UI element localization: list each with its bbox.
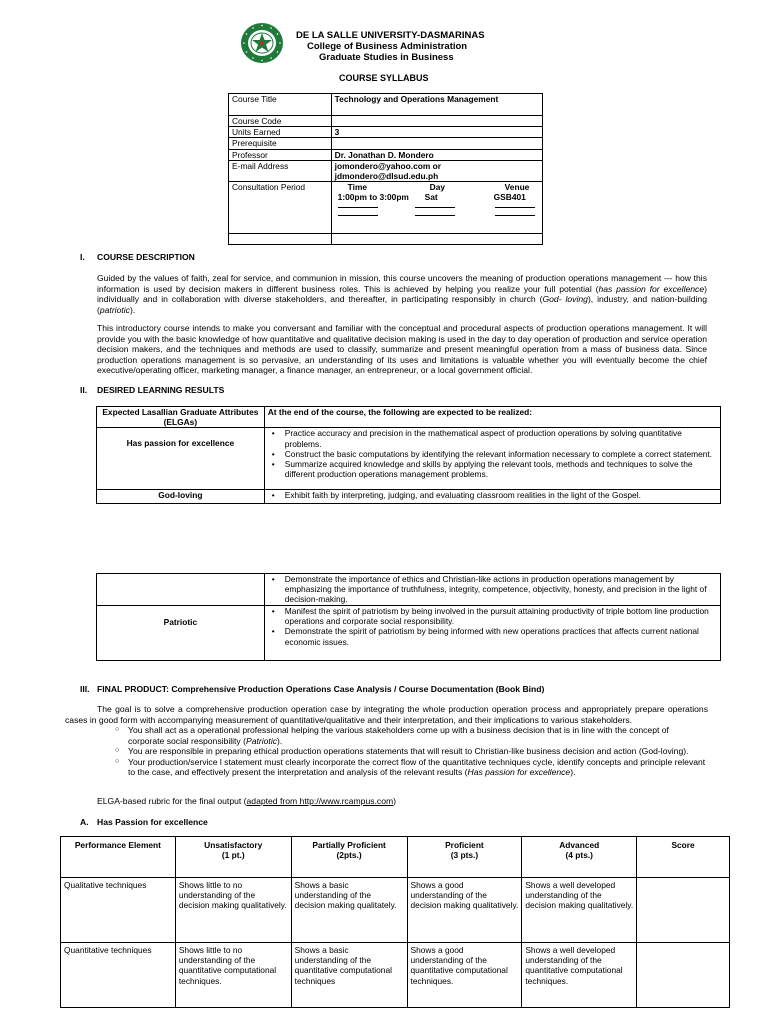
rubric-performance-element: Qualitative techniques — [61, 878, 176, 943]
section-number: II. — [80, 385, 88, 395]
table-header-row — [61, 837, 730, 878]
rubric-cell — [637, 878, 730, 943]
university-seal-icon — [240, 22, 284, 64]
rubric-cell: Shows a good understanding of the quantitative computational techniques. — [407, 943, 522, 1008]
elga-header: Expected Lasallian Graduate Attributes (ELGAs) — [97, 407, 265, 428]
prereq-value — [331, 138, 542, 149]
list-item: • Demonstrate the spirit of patriotism by being informed with new operations practices that affects current national economic issues. — [268, 626, 717, 646]
email-line-2: jdmondero@dlsud.edu.ph — [334, 171, 439, 182]
list-item: ○ You shall act as a operational professional helping the various stakeholders come up with a business decision that is in line with the concept of corporate social responsibility (Patriotic). — [115, 725, 707, 746]
subsection-letter: A. — [80, 817, 89, 827]
rubric-table — [60, 836, 730, 1008]
table-row — [97, 574, 721, 606]
outcomes-header: At the end of the course, the following are expected to be realized: — [264, 407, 720, 428]
rubric-cell: Shows a basic understanding of the quantitative computational techniques — [291, 943, 407, 1008]
table-row — [97, 606, 721, 661]
rubric-column-header: Score — [637, 837, 730, 878]
list-item: ○ You are responsible in preparing ethical production operations statements that will result to Christian-like business decision and action (God-loving). — [115, 746, 707, 757]
table-row — [61, 878, 730, 943]
blank-line — [415, 215, 455, 216]
final-product-intro: The goal is to solve a comprehensive production operation case by integrating the whole production operation process and appropriately prepare operations cases in good form with accompanying measurement of quantitative/qualitative and their interpretation, and their implications to various stakeholders. — [65, 704, 708, 725]
list-item: ○ Your production/service l statement must clearly incorporate the correct flow of the quantitative techniques cycle, identify concepts and principle relevant to the case, and effectively present the interpretation and analysis of the relevant results (Has passion for excellence). — [115, 757, 707, 778]
table-row — [229, 127, 543, 138]
rubric-column-header: Advanced (4 pts.) — [522, 837, 637, 878]
rubric-cell: Shows a good understanding of the decision making qualitatively. — [407, 878, 522, 943]
time-header: Time — [347, 182, 368, 193]
outcomes-list — [268, 490, 717, 500]
college-name: College of Business Administration — [307, 41, 468, 52]
rubric-cell: Shows a well developed understanding of the quantitative computational techniques. — [522, 943, 637, 1008]
elga-god-loving: God-loving — [97, 490, 265, 504]
venue-header: Venue — [504, 182, 530, 193]
table-row — [229, 234, 543, 245]
section-number: I. — [80, 252, 85, 262]
professor-label: Professor — [229, 149, 332, 160]
day-value: Sat — [424, 192, 438, 203]
list-item: • Practice accuracy and precision in the mathematical aspect of production operations by solving quantitative problems. — [268, 428, 717, 448]
table-row — [229, 94, 543, 116]
rubric-cell: Shows little to no understanding of the quantitative computational techniques. — [175, 943, 291, 1008]
table-row — [229, 138, 543, 149]
table-row — [229, 116, 543, 127]
rubric-cell: Shows little to no understanding of the decision making qualitatively. — [175, 878, 291, 943]
elga-patriotic: Patriotic — [97, 606, 265, 661]
outcomes-list — [268, 606, 717, 647]
rubric-note: ELGA-based rubric for the final output (adapted from http://www.rcampus.com) — [97, 796, 397, 806]
blank-line — [338, 215, 378, 216]
rcampus-link[interactable]: adapted from http://www.rcampus.com — [246, 796, 394, 806]
rubric-performance-element: Quantitative techniques — [61, 943, 176, 1008]
table-row — [229, 149, 543, 160]
subsection-title-passion: Has Passion for excellence — [97, 817, 208, 827]
section-number: III. — [80, 684, 90, 694]
email-line-1: jomondero@yahoo.com or — [334, 160, 442, 171]
consultation-label: Consultation Period — [229, 182, 332, 234]
rubric-cell: Shows a basic understanding of the decision making qualitately. — [291, 878, 407, 943]
course-description-paragraph-1: Guided by the values of faith, zeal for service, and communion in mission, this course uncovers the meaning of production operations management --- how this information is used by decision makers in different business roles. This is achieved by helping you realize your full potential (has passion for excellence) individually and in collaboration with diverse stakeholders, and thereafter, in participating responsibly in church (God- loving), industry, and nation-building (patriotic). — [97, 273, 708, 315]
university-name: DE LA SALLE UNIVERSITY-DASMARINAS — [296, 30, 485, 41]
table-row — [97, 428, 721, 490]
graduate-studies: Graduate Studies in Business — [319, 52, 454, 63]
course-title-label: Course Title — [229, 94, 332, 116]
outcomes-list — [268, 428, 717, 479]
learning-results-table-continued — [96, 573, 721, 661]
list-item: • Construct the basic computations by identifying the relevant information necessary to complete a correct statement. — [268, 449, 717, 459]
email-label: E-mail Address — [229, 160, 332, 181]
units-label: Units Earned — [229, 127, 332, 138]
table-row — [97, 490, 721, 504]
blank-line — [495, 207, 535, 208]
venue-value: GSB401 — [493, 192, 526, 203]
section-title-course-description: COURSE DESCRIPTION — [97, 252, 195, 262]
rubric-column-header: Performance Element — [61, 837, 176, 878]
professor-value: Dr. Jonathan D. Mondero — [331, 149, 542, 160]
course-title-value: Technology and Operations Management — [331, 94, 542, 116]
rubric-cell: Shows a well developed understanding of the decision making qualitatively. — [522, 878, 637, 943]
rubric-column-header: Proficient (3 pts.) — [407, 837, 522, 878]
blank-line — [415, 207, 455, 208]
prereq-label: Prerequisite — [229, 138, 332, 149]
course-code-label: Course Code — [229, 116, 332, 127]
document-title: COURSE SYLLABUS — [339, 73, 429, 83]
learning-results-table — [96, 406, 721, 504]
section-title-final-product: FINAL PRODUCT: Comprehensive Production Operations Case Analysis / Course Documentation (Book Bind) — [97, 684, 545, 694]
rubric-cell — [637, 943, 730, 1008]
elga-passion: Has passion for excellence — [97, 428, 265, 490]
table-row — [97, 407, 721, 428]
table-row — [229, 160, 543, 181]
list-item: • Summarize acquired knowledge and skills by applying the relevant tools, methods and techniques to solve the different production operations management problems. — [268, 459, 717, 479]
course-code-value — [331, 116, 542, 127]
table-row — [61, 943, 730, 1008]
time-value: 1:00pm to 3:00pm — [337, 192, 409, 203]
outcomes-list — [268, 574, 717, 605]
blank-line — [495, 215, 535, 216]
blank-line — [338, 207, 378, 208]
list-item: • Manifest the spirit of patriotism by being involved in the pursuit attaining productivity of triple bottom line production operations and corporate social responsibility. — [268, 606, 717, 626]
course-info-table — [228, 93, 543, 245]
table-row — [229, 182, 543, 234]
rubric-column-header: Partially Proficient (2pts.) — [291, 837, 407, 878]
final-product-bullets — [115, 725, 707, 778]
list-item: • Exhibit faith by interpreting, judging, and evaluating classroom realities in the light of the Gospel. — [268, 490, 717, 500]
list-item: • Demonstrate the importance of ethics and Christian-like actions in production operations management by emphasizing the importance of truthfulness, integrity, competence, objectivity, honesty, and precision in the light of decision-making. — [268, 574, 717, 605]
day-header: Day — [429, 182, 446, 193]
rubric-column-header: Unsatisfactory (1 pt.) — [175, 837, 291, 878]
course-description-paragraph-2: This introductory course intends to make you conversant and familiar with the conceptual and procedural aspects of production operations management. It will provide you with the basic knowledge of how quantitative and qualitative decision making is used in the day to day operation of production and service operation decision makers, and the techniques and methods are used to classify, summarize and present meaningful operation from a mass of business data. Since production operations management is so pervasive, an understanding of its uses and limitations is valuable whether you will eventually become the chief executive/operating officer, marketing manager, a finance manager, an entrepreneur, or a local government official. — [97, 323, 707, 376]
section-title-learning-results: DESIRED LEARNING RESULTS — [97, 385, 225, 395]
units-value: 3 — [331, 127, 542, 138]
